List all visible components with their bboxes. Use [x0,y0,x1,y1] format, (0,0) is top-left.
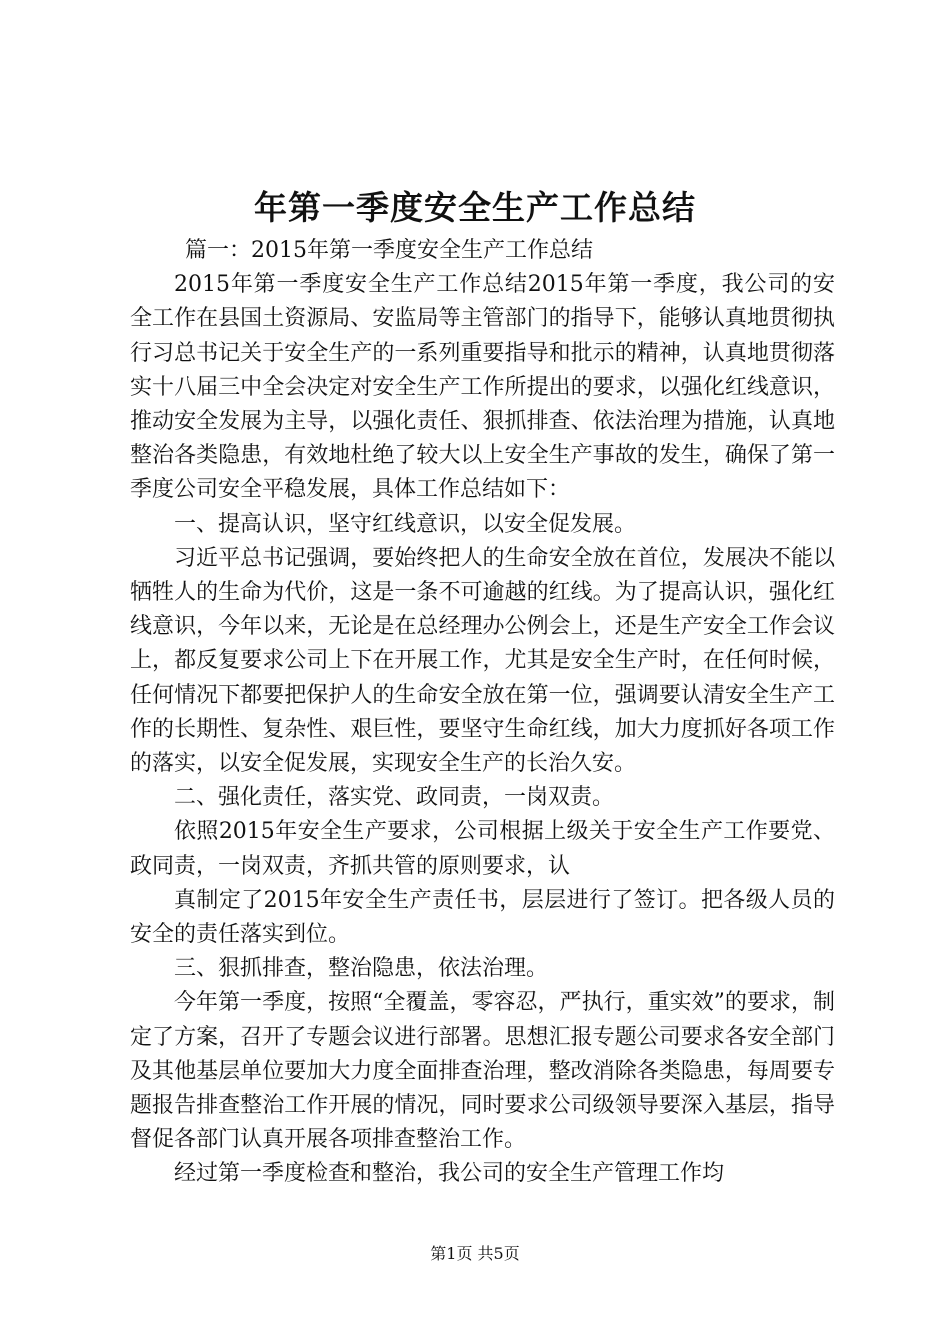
page-footer: 第1页 共5页 [430,1244,520,1263]
document-body [130,234,835,1192]
section-heading: 二、强化责任，落实党、政同责，一岗双责。 [174,785,615,811]
section-heading: 三、狠抓排查，整治隐患，依法治理。 [174,956,549,982]
paragraph-subtitle: 篇一：2015年第一季度安全生产工作总结 [185,238,593,263]
paragraph: 习近平总书记强调，要始终把人的生命安全放在首位，发展决不能以牺牲人的生命为代价，这是一条不可逾越的红线。为了提高认识，强化红线意识，今年以来，无论是在总经理办公例会上，还是生产安全工作会议上，都反复要求公司上下在开展工作，尤其是安全生产时，在任何时候，任何情况下都要把保护人的生命安全放在第一位，强调要认清安全生产工作的长期性、复杂性、艰巨性，要坚守生命红线，加大力度抓好各项工作的落实，以安全促发展，实现安全生产的长治久安。 [130,545,835,777]
paragraph: 真制定了2015年安全生产责任书，层层进行了签订。把各级人员的安全的责任落实到位。 [130,887,835,948]
paragraph: 经过第一季度检查和整治，我公司的安全生产管理工作均 [174,1161,725,1187]
document-title: 年第一季度安全生产工作总结 [254,188,696,227]
section-heading: 一、提高认识，坚守红线意识，以安全促发展。 [174,511,637,537]
paragraph: 依照2015年安全生产要求，公司根据上级关于安全生产工作要党、政同责，一岗双责，齐抓共管的原则要求，认 [130,819,835,879]
paragraph: 今年第一季度，按照“全覆盖，零容忍，严执行，重实效”的要求，制定了方案，召开了专题会议进行部署。思想汇报专题公司要求各安全部门及其他基层单位要加大力度全面排查治理，整改消除各类隐患，每周要专题报告排查整治工作开展的情况，同时要求公司级领导要深入基层，指导督促各部门认真开展各项排查整治工作。 [130,990,835,1153]
paragraph: 2015年第一季度安全生产工作总结2015年第一季度，我公司的安全工作在县国土资源局、安监局等主管部门的指导下，能够认真地贯彻执行习总书记关于安全生产的一系列重要指导和批示的精神，认真地贯彻落实十八届三中全会决定对安全生产工作所提出的要求，以强化红线意识，推动安全发展为主导，以强化责任、狠抓排查、依法治理为措施，认真地整治各类隐患，有效地杜绝了较大以上安全生产事故的发生，确保了第一季度公司安全平稳发展，具体工作总结如下： [130,272,835,503]
